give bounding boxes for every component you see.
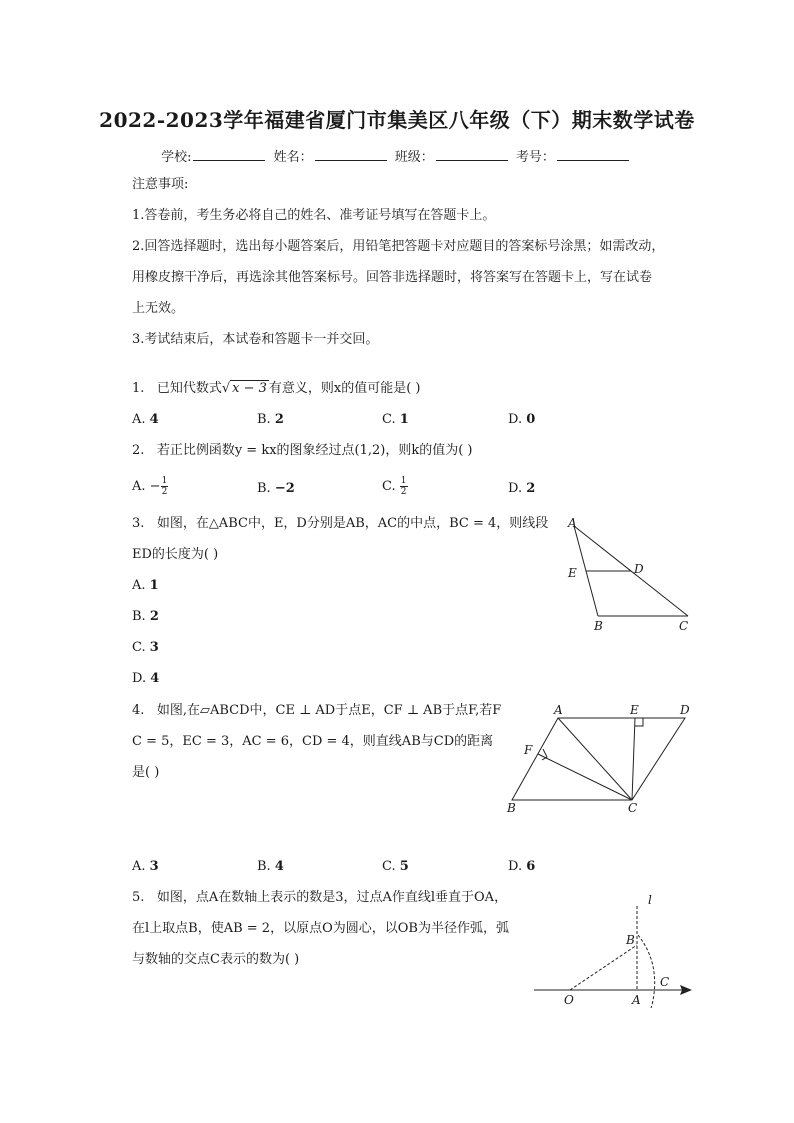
q4-number: 4. xyxy=(132,703,145,718)
exam-no-blank[interactable] xyxy=(557,148,629,161)
question-3-line-1: 3. 如图，在△ABC中，E，D分别是AB，AC的中点，BC = 4，则线段 xyxy=(132,516,549,531)
q3-number: 3. xyxy=(132,516,145,531)
question-1 xyxy=(132,381,421,397)
note-1: 1.答卷前，考生务必将自己的姓名、准考证号填写在答题卡上。 xyxy=(132,208,496,223)
question-4-line-2: C = 5，EC = 3，AC = 6，CD = 4，则直线AB与CD的距离 xyxy=(132,734,494,749)
q2-option-d[interactable]: D. 2 xyxy=(508,481,536,496)
q1-option-a[interactable]: A. 4 xyxy=(132,412,159,427)
q2-option-c[interactable]: C. $\frac{1}{2}$ xyxy=(382,476,407,497)
q2-option-b[interactable]: B. −2 xyxy=(257,481,295,496)
question-5-line-2: 在l上取点B，使AB = 2，以原点O为圆心，以OB为半径作弧，弧 xyxy=(132,921,509,936)
question-4-line-3: 是( ) xyxy=(132,765,160,780)
q4-option-c[interactable]: C. 5 xyxy=(382,859,409,874)
segment-cf xyxy=(538,754,632,800)
q4-option-a[interactable]: A. 3 xyxy=(132,859,159,874)
label-l: l xyxy=(648,893,652,907)
label-b: B xyxy=(626,933,635,947)
segment-ac xyxy=(558,718,632,800)
label-c: C xyxy=(628,801,638,815)
label-c: C xyxy=(660,975,670,989)
q3-option-c[interactable]: C. 3 xyxy=(132,640,159,655)
q1-radicand: x − 3 xyxy=(232,381,267,396)
label-d: D xyxy=(680,703,690,717)
q4-option-d[interactable]: D. 6 xyxy=(508,859,536,874)
label-c: C xyxy=(679,619,689,633)
name-label: 姓名： xyxy=(273,150,313,165)
q1-option-d[interactable]: D. 0 xyxy=(508,412,536,427)
label-a: A xyxy=(554,703,563,717)
school-blank[interactable] xyxy=(193,148,265,161)
q1-text-pre: 已知代数式 xyxy=(156,381,222,396)
right-angle-e xyxy=(635,718,643,726)
q3-option-b[interactable]: B. 2 xyxy=(132,609,159,624)
label-b: B xyxy=(594,619,603,633)
segment-ce xyxy=(632,718,635,800)
q1-number: 1. xyxy=(132,381,145,396)
school-label: 学校: xyxy=(161,150,192,165)
q2-number: 2. xyxy=(132,443,145,458)
q4-parallelogram-figure xyxy=(500,702,700,814)
question-5-line-3: 与数轴的交点C表示的数为( ) xyxy=(132,952,300,967)
segment-ob xyxy=(570,945,637,990)
parallelogram-abcd xyxy=(512,718,685,800)
q5-number-line-figure xyxy=(530,890,700,1010)
question-5-line-1: 5. 如图，点A在数轴上表示的数是3，过点A作直线l垂直于OA， xyxy=(132,890,508,905)
class-label: 班级： xyxy=(394,150,434,165)
q3-option-a[interactable]: A. 1 xyxy=(132,578,159,593)
note-2-line-2: 用橡皮擦干净后，再选涂其他答案标号。回答非选择题时，将答案写在答题卡上，写在试卷 xyxy=(132,270,653,285)
label-a: A xyxy=(568,516,577,530)
label-e: E xyxy=(630,703,639,717)
q5-number: 5. xyxy=(132,890,145,905)
class-blank[interactable] xyxy=(436,148,508,161)
q2-option-a[interactable]: A. − $\frac{1}{2}$ xyxy=(132,476,168,497)
note-3: 3.考试结束后，本试卷和答题卡一并交回。 xyxy=(132,332,379,347)
label-f: F xyxy=(524,743,533,757)
label-b: B xyxy=(507,801,516,815)
q1-option-b[interactable]: B. 2 xyxy=(257,412,284,427)
notes-heading: 注意事项: xyxy=(132,177,189,192)
q4-option-b[interactable]: B. 4 xyxy=(257,859,284,874)
label-o: O xyxy=(564,993,574,1007)
label-a: A xyxy=(632,993,641,1007)
exam-no-label: 考号： xyxy=(515,150,555,165)
student-info-line xyxy=(0,146,794,165)
sqrt-icon: √ xyxy=(221,381,231,396)
label-d: D xyxy=(634,562,644,576)
label-e: E xyxy=(568,566,577,580)
name-blank[interactable] xyxy=(315,148,387,161)
question-3-line-2: ED的长度为( ) xyxy=(132,547,219,562)
question-4-line-1: 4. 如图,在▱ABCD中，CE ⊥ AD于点E，CF ⊥ AB于点F,若F xyxy=(132,703,502,718)
question-2 xyxy=(132,443,473,459)
note-2-line-3: 上无效。 xyxy=(132,301,185,316)
q1-text-post: 有意义，则x的值可能是( ) xyxy=(268,381,421,396)
q1-option-c[interactable]: C. 1 xyxy=(382,412,409,427)
q3-option-d[interactable]: D. 4 xyxy=(132,671,160,686)
q2-text: 若正比例函数y = kx的图象经过点(1,2)，则k的值为( ) xyxy=(156,443,473,458)
q3-triangle-figure xyxy=(560,516,700,634)
exam-title: 2022-2023学年福建省厦门市集美区八年级（下）期末数学试卷 xyxy=(99,108,695,132)
note-2-line-1: 2.回答选择题时，选出每小题答案后，用铅笔把答题卡对应题目的答案标号涂黑；如需改动， xyxy=(132,239,665,254)
